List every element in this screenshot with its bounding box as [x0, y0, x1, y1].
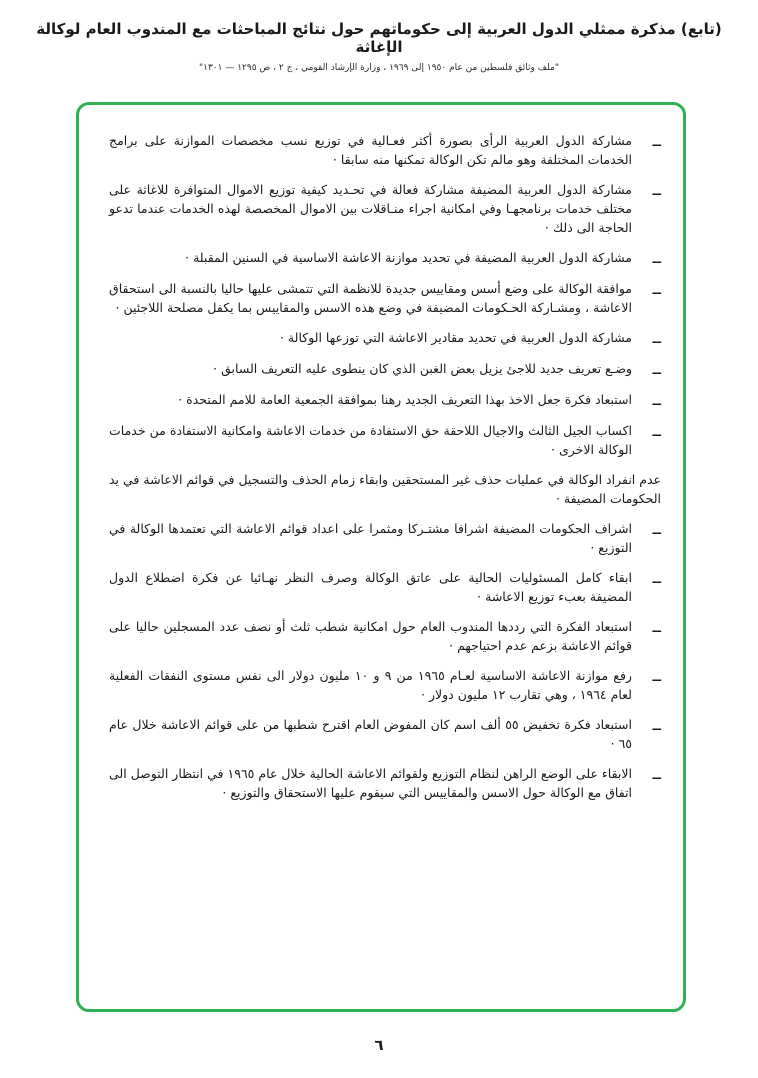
item-dash: ــ [652, 522, 661, 537]
item-text: مشاركة الدول العربية في تحديد مقادير الاعاشة التي توزعها الوكالة · [279, 330, 632, 345]
item-dash: ــ [652, 393, 661, 408]
page-number: ٦ [374, 1036, 384, 1054]
list-item [109, 764, 661, 802]
list-item [109, 248, 661, 268]
item-dash: ــ [652, 134, 661, 149]
item-dash: ــ [652, 571, 661, 586]
memo-bordered-box [76, 102, 686, 1012]
list-item [109, 180, 661, 237]
item-dash: ــ [652, 362, 661, 377]
item-text: استبعاد فكرة جعل الاخذ بهذا التعريف الجديد رهنا بموافقة الجمعية العامة للامم المتحدة · [178, 392, 632, 407]
item-text: موافقة الوكالة على وضع أسس ومقاييس جديدة للانظمة التي تتمشى عليها حاليا بالنسبة الى استحقاق الاعاشة ، ومشـاركة الحـكومات المضيفة في وضع هذه الاسس والمقاييس بما يكفل مصلحة اللاجئين · [109, 281, 632, 315]
item-text: وضـع تعريف جديد للاجئ يزيل بعض الغبن الذي كان ينطوى عليه التعريف السابق · [213, 361, 632, 376]
item-text: مشاركة الدول العربية الرأى بصورة أكثر فعـالية في توزيع نسب مخصصات الموازنة على برامج الخدمات المختلفة وهو مالم تكن الوكالة تمكنها منه سابقا · [109, 133, 632, 167]
list-item [109, 568, 661, 606]
item-dash: ــ [652, 331, 661, 346]
item-text: اكساب الجيل الثالث والاجيال اللاحقة حق الاستفادة من خدمات الاعاشة وامكانية الاستفادة من خدمات الوكالة الاخرى · [109, 423, 632, 457]
list-item [109, 470, 661, 508]
list-item [109, 519, 661, 557]
list-item [109, 279, 661, 317]
item-dash: ــ [652, 767, 661, 782]
item-text: عدم انفراد الوكالة في عمليات حذف غير المستحقين وابقاء زمام الحذف والتسجيل في قوائم الاعاشة في يد الحكومات المضيفة · [109, 472, 661, 506]
item-dash: ــ [652, 183, 661, 198]
list-item [109, 715, 661, 753]
list-item [109, 328, 661, 348]
item-dash: ــ [652, 251, 661, 266]
item-text: رفع موازنة الاعاشة الاساسية لعـام ١٩٦٥ من ٩ و ١٠ مليون دولار الى نفس مستوى النفقات الفعلية لعام ١٩٦٤ ، وهي تقارب ١٢ مليون دولار · [109, 668, 632, 702]
item-text: اشراف الحكومات المضيفة اشرافا مشتـركا ومثمرا على اعداد قوائم الاعاشة التي تعتمدها الوكالة في التوزيع · [109, 521, 632, 555]
list-item [109, 390, 661, 410]
list-item [109, 359, 661, 379]
list-item [109, 666, 661, 704]
memo-list [109, 131, 661, 802]
item-text: استبعاد الفكرة التي رددها المندوب العام حول امكانية شطب ثلث أو نصف عدد المسجلين حاليا على قوائم الاعاشة بزعم عدم احتياجهم · [109, 619, 632, 653]
list-item [109, 131, 661, 169]
item-text: مشاركة الدول العربية المضيفة في تحديد موازنة الاعاشة الاساسية في السنين المقبلة · [185, 250, 632, 265]
item-text: ابقاء كامل المسئوليات الحالية على عاتق الوكالة وصرف النظر نهـائيا عن فكرة اضطلاع الدول المضيفة بعبء توزيع الاعاشة · [109, 570, 632, 604]
page-header [0, 0, 758, 73]
document-source-line: "ملف وثائق فلسطين من عام ١٩٥٠ إلى ١٩٦٩ ، وزارة الإرشاد القومي ، ج ٢ ، ص ١٢٩٥ — ١٣٠١" [198, 63, 559, 73]
item-text: استبعاد فكرة تخفيض ٥٥ ألف اسم كان المفوض العام اقترح شطبها من على قوائم الاعاشة خلال عام ٦٥ · [109, 717, 632, 751]
item-text: الابقاء على الوضع الراهن لنظام التوزيع ولقوائم الاعاشة الحالية خلال عام ١٩٦٥ في انتظار التوصل الى اتفاق مع الوكالة حول الاسس والمقاييس التي سيقوم عليها الاستحقاق والتوزيع · [109, 766, 633, 800]
item-dash: ــ [652, 669, 661, 684]
item-dash: ــ [652, 424, 661, 439]
list-item [109, 617, 661, 655]
item-dash: ــ [652, 282, 661, 297]
list-item [109, 421, 661, 459]
item-dash: ــ [652, 620, 661, 635]
item-text: مشاركة الدول العربية المضيفة مشاركة فعالة في تحـديد كيفية توزيع الاموال المتوافرة للاغاثة على مختلف خدمات برنامجهـا وفي امكانية اجراء منـاقلات بين الاموال المخصصة لهذه الخدمات عندما تدعو الحاجة الى ذلك · [109, 182, 632, 235]
document-title: (تابع) مذكرة ممثلي الدول العربية إلى حكوماتهم حول نتائج المباحثات مع المندوب العام لوكالة الإغاثة [36, 20, 722, 56]
item-dash: ــ [652, 718, 661, 733]
